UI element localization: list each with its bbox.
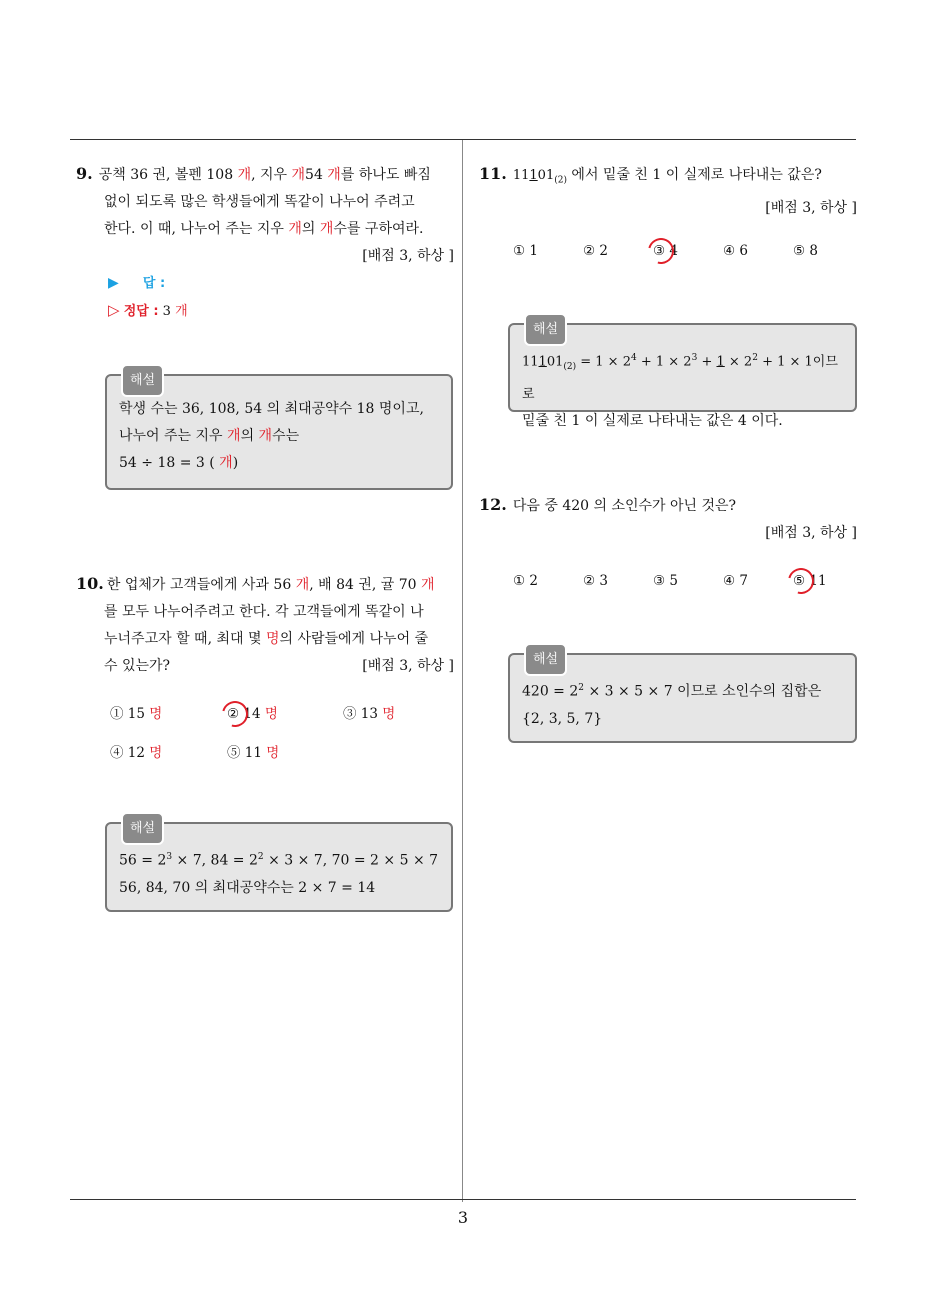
q9-red: 개 xyxy=(291,167,306,183)
q9-correct-line xyxy=(108,300,188,319)
q9-text: 를 하나도 빠짐 xyxy=(340,167,431,183)
explanation-tag: 해설 xyxy=(524,643,567,676)
q10-choice-1[interactable] xyxy=(110,702,162,722)
q10-line2: 를 모두 나누어주려고 한다. 각 고객들에게 똑같이 나 xyxy=(104,604,424,620)
q12-choice-4[interactable] xyxy=(723,573,748,589)
choice-mark: ④ xyxy=(723,573,736,589)
q11-number-expr: $11101_{(2)}$ xyxy=(512,168,567,186)
q12-ex-line2: {2, 3, 5, 7} xyxy=(522,710,603,727)
q12-choice-5[interactable] xyxy=(793,573,827,589)
choice-unit: 명 xyxy=(264,706,278,722)
correct-label: 정답 : xyxy=(123,304,159,319)
play-icon: ▶ xyxy=(108,275,119,291)
question-number: 12. xyxy=(479,495,507,514)
q9-text: 한다. 이 때, 나누어 주는 지우 xyxy=(104,221,289,237)
choice-value: 8 xyxy=(809,243,818,259)
q11-choice-5[interactable] xyxy=(793,243,818,259)
q11-text: 에서 밑줄 친 1 이 실제로 나타내는 값은? xyxy=(571,167,822,183)
choice-value: 11 xyxy=(809,573,827,589)
q9-ex-red: 개 xyxy=(227,428,241,444)
explanation-tag: 해설 xyxy=(121,812,164,845)
choice-mark: ② xyxy=(583,243,596,259)
bottom-rule xyxy=(70,1199,856,1200)
q10-text: 의 사람들에게 나누어 줄 xyxy=(279,631,429,647)
q9-ex-red: 개 xyxy=(219,455,233,471)
q11-ex-tail: 이므로 xyxy=(522,354,838,402)
q9-ex-text: 수는 xyxy=(272,428,300,444)
q9-line2: 없이 되도록 많은 학생들에게 똑같이 나누어 주려고 xyxy=(104,194,415,210)
q11-ex-line1: $11101_{(2)} = 1 \times 2^4 + 1 \times 2^3 + 1 \times 2^2 + 1 \times 1$이므로 xyxy=(522,353,838,402)
choice-value: 7 xyxy=(739,573,748,589)
q9-ex-text: 의 xyxy=(240,428,259,444)
q11-explanation-box xyxy=(508,322,857,429)
top-rule xyxy=(70,139,856,140)
q11-ex-line2: 밑줄 친 1 이 실제로 나타내는 값은 4 이다. xyxy=(522,412,783,429)
choice-value: 1 xyxy=(529,243,538,259)
q9-ex-text: 54 ÷ 18 = 3 ( xyxy=(119,455,220,471)
q12-meta: [배점 3, 하상 ] xyxy=(765,525,857,541)
choice-mark: ⑤ xyxy=(227,745,241,761)
q11-choice-4[interactable] xyxy=(723,243,748,259)
choice-value: 14 xyxy=(243,706,265,722)
q12-choice-3[interactable] xyxy=(653,573,678,589)
choice-value: 11 xyxy=(244,745,267,761)
explanation-tag: 해설 xyxy=(121,364,164,397)
answer-label[interactable]: 답 : xyxy=(142,276,166,291)
q12-choice-2[interactable] xyxy=(583,573,608,589)
choice-mark: ① xyxy=(513,243,526,259)
choice-mark: ⑤ xyxy=(793,243,806,259)
q10-red: 개 xyxy=(295,577,310,593)
q9-red: 개 xyxy=(327,167,341,183)
choice-unit: 명 xyxy=(149,706,163,722)
q9-text: 54 xyxy=(305,167,328,183)
q9-text: 의 xyxy=(301,221,320,237)
choice-mark: ① xyxy=(110,706,124,722)
choice-value: 5 xyxy=(669,573,678,589)
q9-text: 공책 36 권, 볼펜 108 xyxy=(98,167,238,183)
question-number: 9. xyxy=(76,164,93,183)
q10-ex-line1: $56 = 2^3 \times 7$, $84 = 2^2 \times 3 \times 7$, 70 = 2 × 5 × 7 xyxy=(119,852,439,869)
q10-choice-5[interactable] xyxy=(227,741,279,761)
choice-unit: 명 xyxy=(149,745,163,761)
q9-ex-text: ) xyxy=(232,455,239,471)
question-number: 11. xyxy=(479,164,507,183)
q10-choice-3[interactable] xyxy=(343,702,395,722)
q9-red: 개 xyxy=(288,221,302,237)
q11-meta: [배점 3, 하상 ] xyxy=(765,199,857,216)
choice-mark: ④ xyxy=(723,243,736,259)
question-10 xyxy=(76,570,454,680)
q10-text: , 배 84 권, 귤 70 xyxy=(309,577,422,593)
q12-explanation-box xyxy=(508,653,857,743)
q10-choice-2[interactable] xyxy=(227,702,278,722)
column-divider xyxy=(462,140,463,1202)
question-number: 10. xyxy=(76,574,104,593)
q11-choice-3[interactable] xyxy=(653,243,678,259)
selected-choice-mark: ② xyxy=(227,706,240,722)
q9-ex-line1: 학생 수는 36, 108, 54 의 최대공약수 18 명이고, xyxy=(119,401,424,417)
q10-meta: [배점 3, 하상 ] xyxy=(362,658,454,674)
choice-unit: 명 xyxy=(266,745,280,761)
choice-mark: ③ xyxy=(343,706,357,722)
q10-text: 한 업체가 고객들에게 사과 56 xyxy=(106,577,296,593)
q10-red: 명 xyxy=(265,631,280,647)
choice-unit: 명 xyxy=(382,706,396,722)
q9-answer-line xyxy=(108,272,165,291)
q12-ex-line1: $420 = 2^2 \times 3 \times 5 \times 7$ 이므로 소인수의 집합은 xyxy=(522,683,822,700)
question-11 xyxy=(479,160,857,222)
page-number: 3 xyxy=(457,1208,469,1227)
q10-text: 누너주고자 할 때, 최대 몇 xyxy=(104,631,266,647)
selected-choice-mark: ⑤ xyxy=(793,573,806,589)
choice-mark: ① xyxy=(513,573,526,589)
q9-ex-text: 나누어 주는 지우 xyxy=(119,428,228,444)
choice-value: 2 xyxy=(599,243,608,259)
choice-value: 12 xyxy=(127,745,150,761)
q9-text: , 지우 xyxy=(251,167,292,183)
choice-value: 3 xyxy=(599,573,608,589)
explanation-tag: 해설 xyxy=(524,313,567,346)
q11-choice-1[interactable] xyxy=(513,243,538,259)
q9-explanation-box xyxy=(105,374,453,490)
q9-red: 개 xyxy=(319,221,334,237)
q11-choice-2[interactable] xyxy=(583,243,608,259)
triangle-outline-icon: ▷ xyxy=(108,301,120,319)
q10-ex-line2: 56, 84, 70 의 최대공약수는 2 × 7 = 14 xyxy=(119,879,376,896)
question-12 xyxy=(479,491,857,547)
q9-red: 개 xyxy=(237,167,252,183)
q9-meta: [배점 3, 하상 ] xyxy=(362,248,454,264)
q9-text: 수를 구하여라. xyxy=(333,221,424,237)
q12-ex-tail: 이므로 소인수의 집합은 xyxy=(677,683,822,700)
choice-value: 13 xyxy=(360,706,383,722)
q12-text: 다음 중 420 의 소인수가 아닌 것은? xyxy=(512,498,737,514)
question-9 xyxy=(76,160,454,270)
choice-value: 15 xyxy=(127,706,150,722)
choice-mark: ④ xyxy=(110,745,124,761)
choice-value: 2 xyxy=(529,573,538,589)
q10-line4: 수 있는가? xyxy=(104,658,171,674)
q10-choice-4[interactable] xyxy=(110,741,162,761)
q12-choice-1[interactable] xyxy=(513,573,538,589)
choice-value: 4 xyxy=(669,243,678,259)
choice-value: 6 xyxy=(739,243,748,259)
choice-mark: ③ xyxy=(653,573,666,589)
correct-unit: 개 xyxy=(175,304,188,319)
q10-explanation-box xyxy=(105,822,453,912)
q10-red: 개 xyxy=(421,577,435,593)
choice-mark: ② xyxy=(583,573,596,589)
correct-value: 3 xyxy=(162,304,176,319)
selected-choice-mark: ③ xyxy=(653,243,666,259)
q9-ex-red: 개 xyxy=(258,428,273,444)
